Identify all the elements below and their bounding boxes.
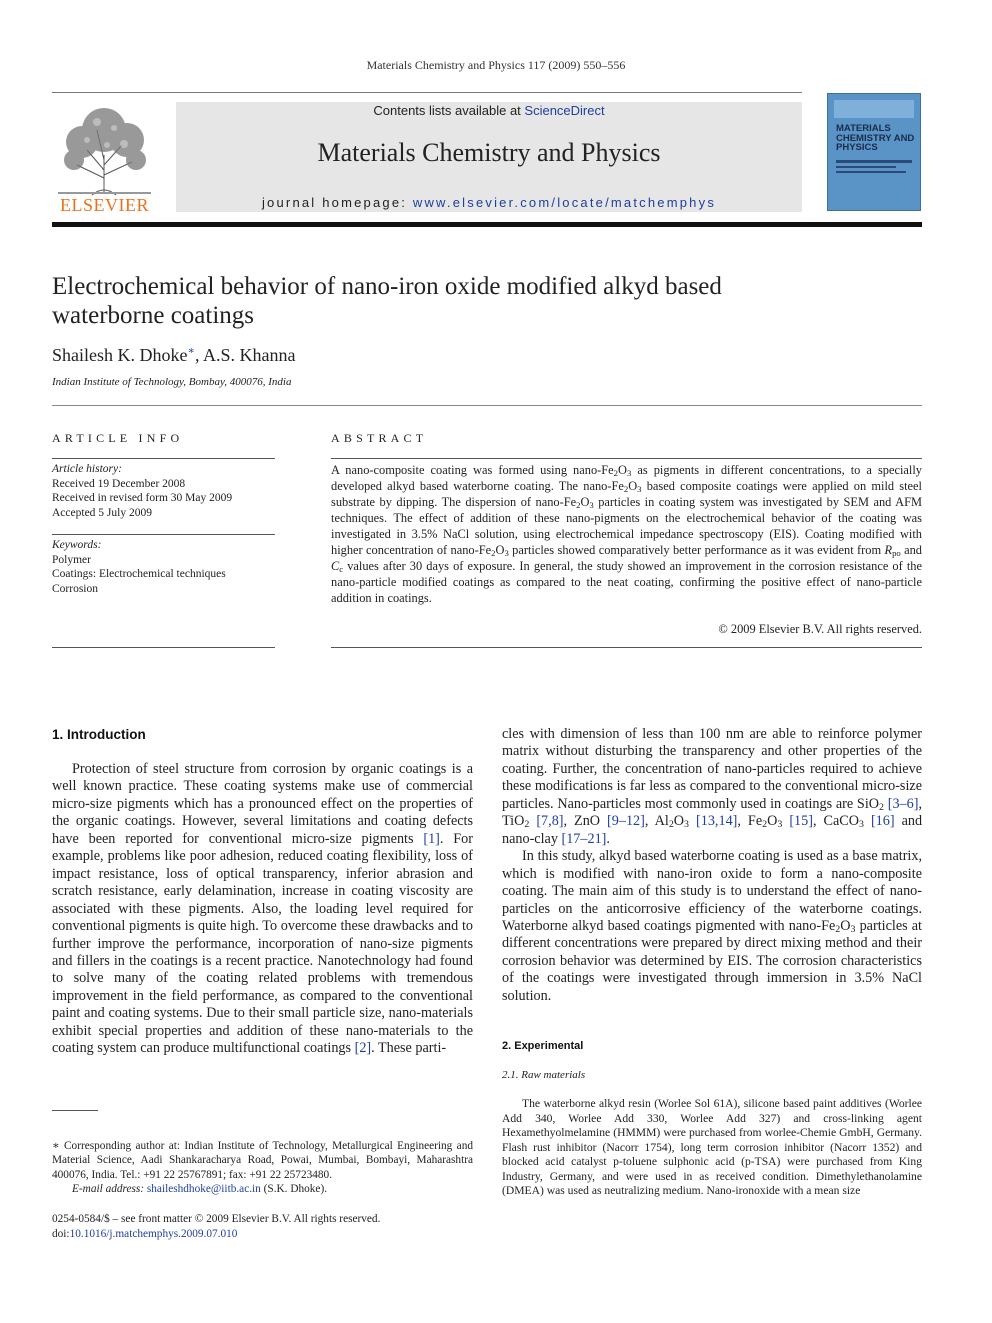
contents-line xyxy=(176,103,802,118)
journal-banner xyxy=(176,102,802,212)
keyword: Corrosion xyxy=(52,582,98,595)
citation-link[interactable]: [16] xyxy=(870,813,895,830)
keyword: Polymer xyxy=(52,553,91,566)
author-list xyxy=(52,344,295,366)
keyword: Coatings: Electrochemical techniques xyxy=(52,568,226,580)
doi-line xyxy=(52,1227,380,1242)
homepage-link[interactable]: www.elsevier.com/locate/matchemphys xyxy=(412,195,717,210)
email-suffix: (S.K. Dhoke). xyxy=(260,1182,328,1195)
homepage-line xyxy=(176,195,802,210)
author-separator: , xyxy=(194,345,203,365)
corresponding-author-note: ∗ Corresponding author at: Indian Institute of Technology, Metallurgical Engineering and Material Science, Aadi Shankaracharya Road, Powai, Mumbai, Bombayi, Maharashtra 400076, India. Tel.: +91 22 25767891; fax: +91 22 25723480. xyxy=(52,1140,473,1181)
cover-stripe xyxy=(834,100,914,118)
citation-link[interactable]: [9–12] xyxy=(607,813,645,830)
contents-prefix: Contents lists available at xyxy=(373,103,525,118)
paragraph: Protection of steel structure from corrosion by organic coatings is a well known practice. These coating systems make use of commercial micro-size pigments which has a pronounced effect on the properties of the organic coatings. However, several limitations and coating defects have been reported for conventional micro-size pigments [1]. For example, problems like poor adhesion, reduced coating flexibility, loss of impact resistance, loss of optical transparency, inferior abrasion and scratch resistance, early delamination, increase in coating viscosity are associated with these pigments. Also, the loading level required for conventional pigments is quite high. To overcome these drawbacks and to further improve the performance, incorporation of nano-size pigments and fillers in the coatings is a recent practice. Nanotechnology had found to solve many of the coating related problems with tremendous improvement in the field performance, as compared to the conventional paint and coating systems. Due to their small particle size, nano-materials exhibit special properties and addition of these nano-materials to the coating system can produce multifunctional coatings [2]. These parti- xyxy=(52,761,473,1057)
author-affiliation: Indian Institute of Technology, Bombay, 400076, India xyxy=(52,376,292,388)
elsevier-wordmark: ELSEVIER xyxy=(60,195,149,215)
journal-citation: Materials Chemistry and Physics 117 (2009) 550–556 xyxy=(366,58,626,72)
cover-line xyxy=(836,160,912,163)
doi-prefix: doi: xyxy=(52,1228,70,1240)
issn-block xyxy=(52,1212,380,1242)
copyright-notice: © 2009 Elsevier B.V. All rights reserved. xyxy=(718,622,922,636)
email-label: E-mail address: xyxy=(72,1182,147,1195)
elsevier-logo[interactable] xyxy=(52,100,157,215)
divider xyxy=(52,534,275,535)
footnote xyxy=(52,1139,473,1196)
body-column-right-lower xyxy=(502,1097,922,1199)
citation-link[interactable]: [2] xyxy=(354,1040,372,1057)
author-name: A.S. Khanna xyxy=(202,345,296,365)
header-rule xyxy=(52,92,802,93)
abstract-heading: ABSTRACT xyxy=(331,431,428,445)
body-column-left xyxy=(52,761,473,1058)
section-heading: 2. Experimental xyxy=(502,1040,584,1052)
article-info-heading: ARTICLE INFO xyxy=(52,431,184,445)
divider xyxy=(331,647,922,648)
paragraph: cles with dimension of less than 100 nm are able to reinforce polymer matrix without disturbing the transparency and other properties of the coating. Further, the concentration of nano-particles required to achieve these modifications is far less as compared to the conventional micro-size particles. Nano-particles most commonly used in coatings are SiO$_2$ [3–6], TiO$_2$ [7,8], ZnO [9–12], $Al_2O_3$ [13,14], $Fe_2O_3$ [15], CaCO$_3$ [16] and nano-clay [17–21]. xyxy=(502,726,923,847)
history-label: Article history: xyxy=(52,463,122,475)
issn-line: 0254-0584/$ – see front matter © 2009 Elsevier B.V. All rights reserved. xyxy=(52,1213,381,1225)
divider xyxy=(331,458,922,459)
article-history xyxy=(52,462,275,520)
article-title: Electrochemical behavior of nano-iron oxide modified alkyd based waterborne coatings xyxy=(52,273,722,329)
homepage-prefix: journal homepage: xyxy=(261,195,413,210)
cover-line xyxy=(836,171,906,173)
citation-link[interactable]: [13,14] xyxy=(696,813,738,830)
subsection-heading: 2.1. Raw materials xyxy=(502,1069,586,1081)
author-name: Shailesh K. Dhoke xyxy=(52,345,188,365)
footnote-rule xyxy=(52,1110,98,1111)
divider xyxy=(52,405,922,406)
email-link[interactable]: shaileshdhoke@iitb.ac.in xyxy=(146,1182,261,1195)
header-thick-rule xyxy=(52,222,922,227)
journal-title: Materials Chemistry and Physics xyxy=(317,138,661,167)
doi-link[interactable]: 10.1016/j.matchemphys.2009.07.010 xyxy=(69,1228,238,1240)
section-heading: 1. Introduction xyxy=(52,727,146,742)
cover-title: MATERIALS CHEMISTRY AND PHYSICS xyxy=(836,123,915,153)
email-line xyxy=(52,1182,473,1196)
citation-link[interactable]: [3–6] xyxy=(887,795,919,812)
citation-link[interactable]: [1] xyxy=(423,830,440,847)
paragraph: In this study, alkyd based waterborne coating is used as a base matrix, which is modified with nano-iron oxide to form a nano-composite coating. The main aim of this study is to understand the effect of nano-particles on the anticorrosive efficiency of the waterborne coatings. Waterborne alkyd based coatings pigmented with nano-$Fe_2O_3$ particles at different concentrations were prepared by direct mixing method and their corrosion behavior was determined by EIS. The corrosion characteristics of the coatings were investigated through immersion in 3.5% NaCl solution. xyxy=(502,848,922,1004)
revised-date: Received in revised form 30 May 2009 xyxy=(52,492,233,504)
paragraph: The waterborne alkyd resin (Worlee Sol 61A), silicone based paint additives (Worlee Add 340, Worlee Add 330, Worlee Add 327) and cross-linking agent Hexamethyolmelamine (HMMM) were purchased from worlee-Chemie GmbH, Germany. Flash rust inhibitor (Nacorr 1754), long term corrosion inhibitor (Nacorr 1352) and blocked acid catalyst p-toluene sulphonic acid (p-TSA) were purchased from King Industry, Germany, and were used in as received condition. Dimethylethanolamine (DMEA) was used as neutralizing medium. Nano-ironoxide with a mean size xyxy=(502,1097,922,1197)
sciencedirect-link[interactable]: ScienceDirect xyxy=(524,103,605,118)
abstract-text: A nano-composite coating was formed using nano-$Fe_2O_3$ as pigments in different concentrations, to a specially developed alkyd based waterborne coating. The nano-$Fe_2O_3$ based composite coatings were applied on mild steel substrate by dipping. The dispersion of nano-$Fe_2O_3$ particles in coating system was investigated by SEM and AFM techniques. The effect of addition of these nano-pigments on the electrochemical behavior of the coating was investigated in 3.5% NaCl solution, using electrochemical impedance spectroscopy (EIS). Coating modified with higher concentration of nano-$Fe_2O_3$ particles showed comparatively better performance as it was evident from $R_{po}$ and $C_c$ values after 30 days of exposure. In general, the study showed an improvement in the corrosion resistance of the nano-particle modified coatings as compared to the neat coating, confirming the positive effect of nano-particle addition in coatings. xyxy=(331,463,923,605)
accepted-date: Accepted 5 July 2009 xyxy=(52,506,152,519)
corresponding-author-mark[interactable]: ∗ xyxy=(187,345,195,357)
body-column-right xyxy=(502,726,922,1005)
received-date: Received 19 December 2008 xyxy=(52,477,186,490)
keywords-label: Keywords: xyxy=(52,539,102,551)
divider xyxy=(52,458,275,459)
citation-link[interactable]: [17–21] xyxy=(561,830,607,847)
journal-cover-thumbnail[interactable] xyxy=(827,93,921,211)
divider xyxy=(52,647,275,648)
citation-link[interactable]: [15] xyxy=(789,813,813,830)
cover-line xyxy=(836,166,896,168)
keywords xyxy=(52,538,275,596)
citation-link[interactable]: [7,8] xyxy=(536,813,564,830)
